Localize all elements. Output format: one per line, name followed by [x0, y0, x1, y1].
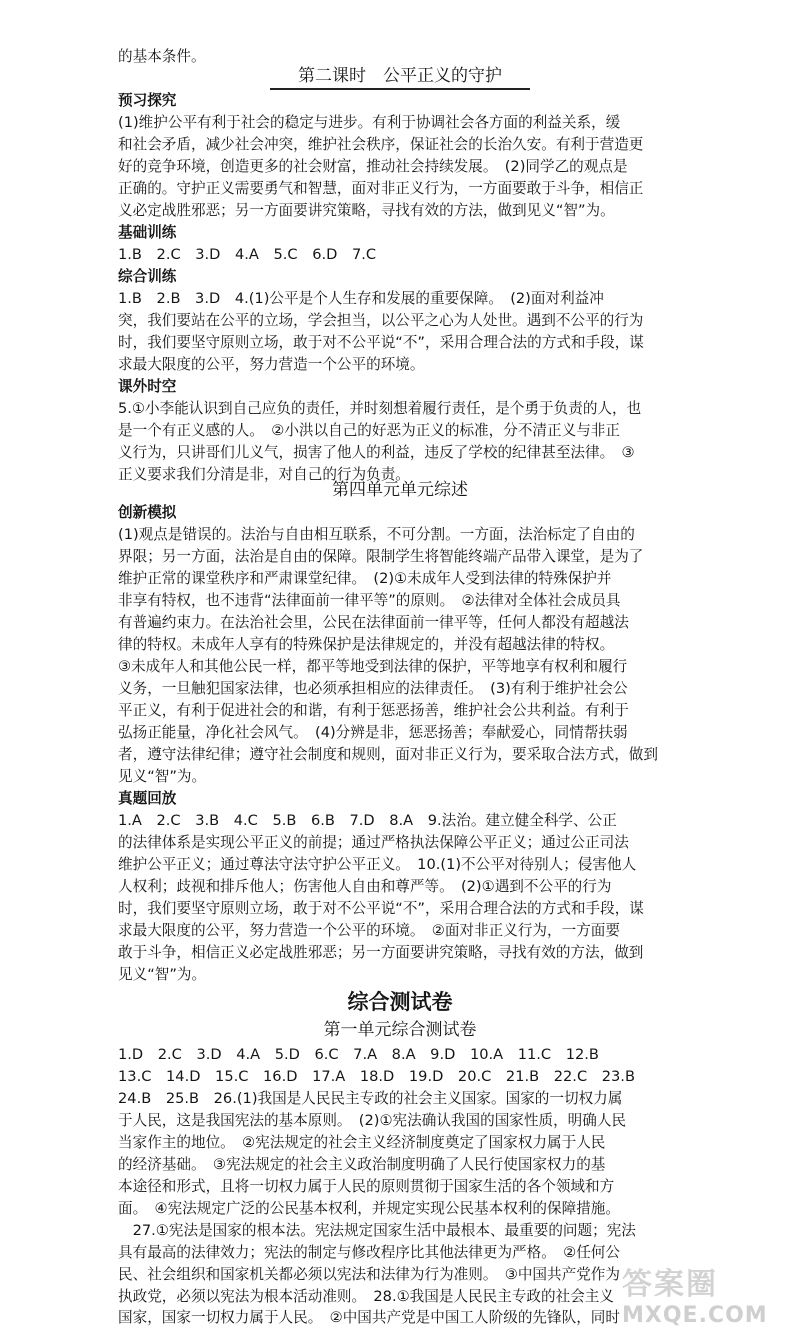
text-line: 正义要求我们分清是非，对自己的行为负责。	[118, 466, 410, 483]
text-line: 具有最高的法律效力；宪法的制定与修改程序比其他法律更为严格。 ②任何公	[118, 1244, 620, 1261]
text-line: 当家作主的地位。 ②宪法规定的社会主义经济制度奠定了国家权力属于人民	[118, 1134, 606, 1151]
answer-line: 1.D 2.C 3.D 4.A 5.D 6.C 7.A 8.A 9.D 10.A 11.C 12.B	[118, 1046, 599, 1063]
text-line: 于人民，这是我国宪法的基本原则。 (2)①宪法确认我国的国家性质，明确人民	[118, 1112, 627, 1129]
text-line: 者，遵守法律纪律；遵守社会制度和规则，面对非正义行为，要采取合法方式，做到	[118, 746, 658, 763]
section-label-past-exams: 真题回放	[118, 790, 177, 807]
text-line: 时，我们要坚守原则立场，敢于对不公平说“不”，采用合理合法的方式和手段，谋	[118, 900, 644, 917]
text-line: 义必定战胜邪恶；另一方面要讲究策略，寻找有效的方法，做到见义“智”为。	[118, 202, 615, 219]
text-line: (1)维护公平有利于社会的稳定与进步。有利于协调社会各方面的利益关系，缓	[118, 114, 621, 131]
text-line: 本途径和形式，且将一切权力属于人民的原则贯彻于国家生活的各个领域和方	[118, 1178, 615, 1195]
text-line: 1.A 2.C 3.B 4.C 5.B 6.B 7.D 8.A 9.法治。建立健全科学、公正	[118, 812, 617, 829]
watermark-url: MXQE.COM	[622, 1303, 768, 1328]
text-line: 律的特权。未成年人享有的特殊保护是法律规定的，并没有超越法律的特权。	[118, 636, 615, 653]
text-line: ③未成年人和其他公民一样，都平等地受到法律的保护，平等地享有权利和履行	[118, 658, 628, 675]
section-label-extracurricular: 课外时空	[118, 378, 177, 395]
text-line: 国家，国家一切权力属于人民。 ②中国共产党是中国工人阶级的先锋队，同时	[118, 1309, 620, 1326]
text-line: 人权利；歧视和排斥他人；伤害他人自由和尊严等。 (2)①遇到不公平的行为	[118, 878, 612, 895]
text-line: 1.B 2.B 3.D 4.(1)公平是个人生存和发展的重要保障。 (2)面对利益冲	[118, 290, 604, 307]
text-line: 的法律体系是实现公平正义的前提；通过严格执法保障公平正义；通过公正司法	[118, 834, 629, 851]
text-line: 界限；另一方面，法治是自由的保障。限制学生将智能终端产品带入课堂，是为了	[118, 548, 644, 565]
answer-line: 1.B 2.C 3.D 4.A 5.C 6.D 7.C	[118, 246, 377, 263]
text-line: 平正义，有利于促进社会的和谐，有利于惩恶扬善，维护社会公共利益。有利于	[118, 702, 629, 719]
text-line: 敢于斗争，相信正义必定战胜邪恶；另一方面要讲究策略，寻找有效的方法，做到	[118, 944, 644, 961]
answer-line: 13.C 14.D 15.C 16.D 17.A 18.D 19.D 20.C 21.B 22.C 23.B	[118, 1068, 635, 1085]
text-line: 24.B 25.B 26.(1)我国是人民民主专政的社会主义国家。国家的一切权力属	[118, 1090, 623, 1107]
unit-review-heading: 第四单元单元综述	[332, 480, 468, 500]
text-line: 正确的。守护正义需要勇气和智慧，面对非正义行为，一方面要敢于斗争，相信正	[118, 180, 644, 197]
lesson-heading: 第二课时 公平正义的守护	[298, 66, 502, 86]
text-line: 弘扬正能量，净化社会风气。 (4)分辨是非，惩恶扬善；奉献爱心，同情帮扶弱	[118, 724, 628, 741]
text-line: 是一个有正义感的人。 ②小洪以自己的好恶为正义的标准，分不清正义与非正	[118, 422, 620, 439]
text-line: 执政党，必须以宪法为根本活动准则。 28.①我国是人民民主专政的社会主义	[118, 1288, 614, 1305]
text-line: 见义“智”为。	[118, 966, 207, 983]
text-line: 的经济基础。 ③宪法规定的社会主义政治制度明确了人民行使国家权力的基	[118, 1156, 606, 1173]
text-line: 面。 ④宪法规定广泛的公民基本权利，并规定实现公民基本权利的保障措施。	[118, 1200, 620, 1217]
unit-test-heading: 第一单元综合测试卷	[323, 1020, 477, 1040]
text-line: 和社会矛盾，减少社会冲突，维护社会秩序，保证社会的长治久安。有利于营造更	[118, 136, 644, 153]
text-line: 时，我们要坚守原则立场，敢于对不公平说“不”，采用合理合法的方式和手段，谋	[118, 334, 644, 351]
text-line: 见义“智”为。	[118, 768, 207, 785]
text-line: 维护公平正义；通过尊法守法守护公平正义。 10.(1)不公平对待别人；侵害他人	[118, 856, 637, 873]
watermark-logo	[622, 1259, 772, 1328]
text-line: 5.①小李能认识到自己应负的责任，并时刻想着履行责任，是个勇于负责的人，也	[118, 400, 642, 417]
section-label-comprehensive: 综合训练	[118, 268, 177, 285]
text-line: 求最大限度的公平，努力营造一个公平的环境。 ②面对非正义行为，一方面要	[118, 922, 620, 939]
watermark-text: 答案圈	[622, 1267, 718, 1302]
section-label-preview: 预习探究	[118, 92, 177, 109]
text-line: 好的竞争环境，创造更多的社会财富，推动社会持续发展。 (2)同学乙的观点是	[118, 158, 628, 175]
text-line: 求最大限度的公平，努力营造一个公平的环境。	[118, 356, 425, 373]
test-section-heading: 综合测试卷	[347, 990, 453, 1014]
text-line: 义行为，只讲哥们儿义气，损害了他人的利益，违反了学校的纪律甚至法律。 ③	[118, 444, 635, 461]
text-line: 的基本条件。	[118, 48, 206, 65]
text-line: 义务，一旦触犯国家法律，也必须承担相应的法律责任。 (3)有利于维护社会公	[118, 680, 628, 697]
section-label-basic: 基础训练	[118, 224, 177, 241]
text-line: 维护正常的课堂秩序和严肃课堂纪律。 (2)①未成年人受到法律的特殊保护并	[118, 570, 612, 587]
text-line: 有普遍约束力。在法治社会里，公民在法律面前一律平等，任何人都没有超越法	[118, 614, 629, 631]
text-line: 非享有特权，也不违背“法律面前一律平等”的原则。 ②法律对全体社会成员具	[118, 592, 621, 609]
text-line: 27.①宪法是国家的根本法。宪法规定国家生活中最根本、最重要的问题；宪法	[118, 1222, 636, 1239]
text-line: (1)观点是错误的。法治与自由相互联系，不可分割。一方面，法治标定了自由的	[118, 526, 635, 543]
text-line: 突，我们要站在公平的立场，学会担当，以公平之心为人处世。遇到不公平的行为	[118, 312, 644, 329]
text-line: 民、社会组织和国家机关都必须以宪法和法律为行为准则。 ③中国共产党作为	[118, 1266, 620, 1283]
section-label-innovation: 创新模拟	[118, 504, 177, 521]
